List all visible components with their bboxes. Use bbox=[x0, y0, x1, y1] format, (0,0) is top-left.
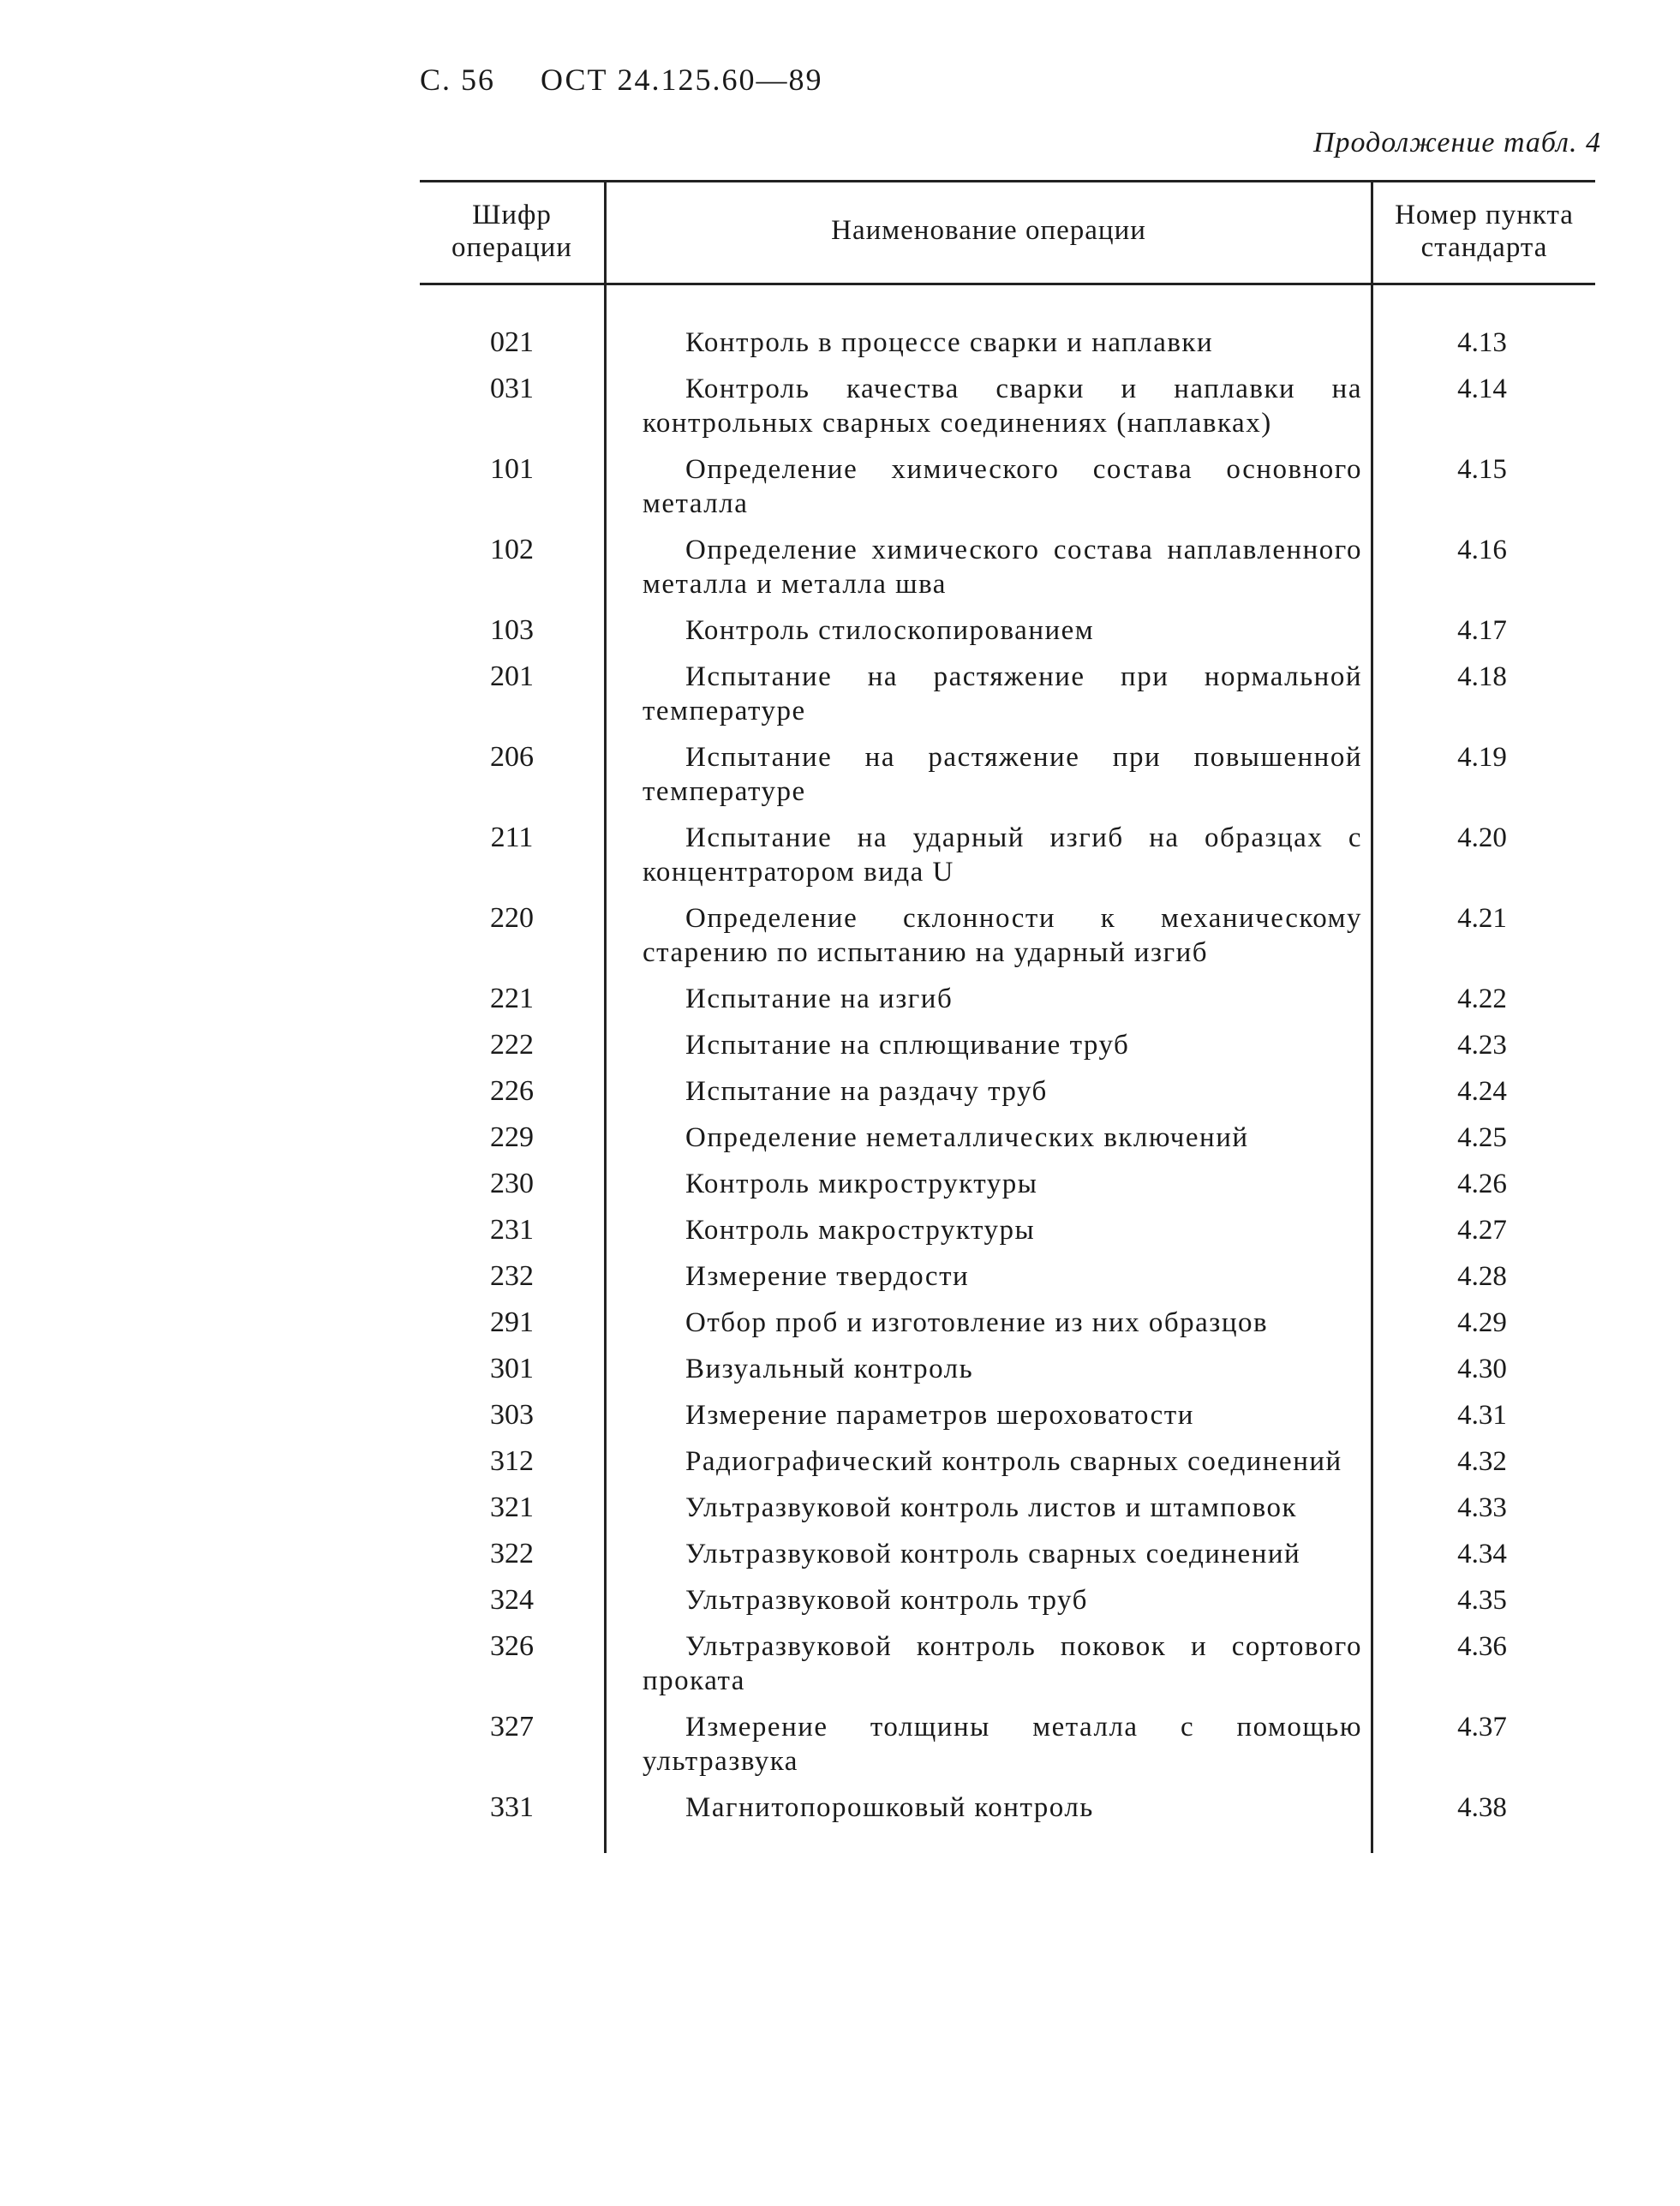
operation-code: 232 bbox=[490, 1260, 534, 1292]
table-row bbox=[420, 1444, 1595, 1479]
standard-clause: 4.33 bbox=[1457, 1492, 1507, 1523]
operation-code: 101 bbox=[490, 453, 534, 485]
standard-clause: 4.14 bbox=[1457, 374, 1507, 404]
table-row bbox=[420, 452, 1595, 521]
table-row bbox=[420, 372, 1595, 440]
table-row bbox=[420, 1074, 1595, 1109]
operation-code: 226 bbox=[490, 1075, 534, 1107]
operation-code: 327 bbox=[490, 1711, 534, 1743]
standard-clause: 4.34 bbox=[1457, 1539, 1507, 1569]
table-header-rule bbox=[420, 283, 1595, 285]
table-row bbox=[420, 1306, 1595, 1340]
operation-code: 229 bbox=[490, 1121, 534, 1153]
table-row bbox=[420, 1583, 1595, 1617]
standard-clause: 4.13 bbox=[1457, 327, 1507, 358]
standard-clause: 4.20 bbox=[1457, 822, 1507, 853]
operation-name: Радиографический контроль сварных соединений bbox=[685, 1446, 1342, 1477]
operation-name: Контроль макроструктуры bbox=[685, 1215, 1036, 1246]
document-code: ОСТ 24.125.60—89 bbox=[541, 63, 823, 97]
operation-name: Измерение параметров шероховатости bbox=[685, 1400, 1194, 1431]
operation-code: 312 bbox=[490, 1445, 534, 1477]
standard-clause: 4.25 bbox=[1457, 1122, 1507, 1153]
operation-code: 103 bbox=[490, 614, 534, 646]
table-row bbox=[420, 1491, 1595, 1525]
operation-name: Отбор проб и изготовление из них образцов bbox=[685, 1307, 1269, 1338]
operation-code: 291 bbox=[490, 1306, 534, 1338]
table-row bbox=[420, 1629, 1595, 1698]
table-row bbox=[420, 1710, 1595, 1779]
operation-name: Измерение твердости bbox=[685, 1261, 970, 1292]
table-row bbox=[420, 1352, 1595, 1386]
standard-clause: 4.24 bbox=[1457, 1076, 1507, 1107]
standard-clause: 4.26 bbox=[1457, 1169, 1507, 1199]
operation-name: Контроль качества сварки и наплавки на контрольных сварных соединениях (наплавках) bbox=[643, 374, 1362, 439]
page-number: С. 56 bbox=[420, 63, 496, 97]
column-header-clause: Номер пункта стандарта bbox=[1395, 200, 1574, 263]
operation-code: 031 bbox=[490, 373, 534, 404]
operation-code: 211 bbox=[490, 822, 534, 853]
operation-code: 220 bbox=[490, 902, 534, 934]
operation-name: Ультразвуковой контроль листов и штамповок bbox=[685, 1492, 1297, 1523]
operation-name: Визуальный контроль bbox=[685, 1354, 974, 1384]
standard-clause: 4.19 bbox=[1457, 742, 1507, 773]
operation-name: Определение неметаллических включений bbox=[685, 1122, 1249, 1153]
column-header-name: Наименование операции bbox=[831, 215, 1146, 246]
operation-name: Испытание на растяжение при повышенной температуре bbox=[643, 742, 1362, 807]
standard-clause: 4.18 bbox=[1457, 661, 1507, 692]
standard-clause: 4.35 bbox=[1457, 1585, 1507, 1616]
operation-name: Определение химического состава основного металла bbox=[643, 454, 1362, 519]
column-header-code: Шифр операции bbox=[451, 200, 572, 263]
standard-clause: 4.27 bbox=[1457, 1215, 1507, 1246]
standard-clause: 4.23 bbox=[1457, 1030, 1507, 1061]
operation-name: Испытание на раздачу труб bbox=[685, 1076, 1048, 1107]
standard-clause: 4.17 bbox=[1457, 615, 1507, 646]
operation-code: 102 bbox=[490, 534, 534, 565]
operation-code: 221 bbox=[490, 983, 534, 1014]
operation-name: Испытание на ударный изгиб на образцах с концентратором вида U bbox=[643, 822, 1362, 888]
table-row bbox=[420, 821, 1595, 889]
table-continuation-label: Продолжение табл. 4 bbox=[1312, 127, 1601, 158]
standard-clause: 4.36 bbox=[1457, 1631, 1507, 1662]
table-row bbox=[420, 1213, 1595, 1247]
operation-name: Испытание на сплющивание труб bbox=[685, 1030, 1130, 1061]
operation-code: 326 bbox=[490, 1630, 534, 1662]
standard-clause: 4.22 bbox=[1457, 983, 1507, 1014]
operation-name: Контроль в процессе сварки и наплавки bbox=[685, 327, 1214, 358]
operation-code: 206 bbox=[490, 741, 534, 773]
operation-code: 303 bbox=[490, 1399, 534, 1431]
table-row bbox=[420, 533, 1595, 601]
operation-name: Магнитопорошковый контроль bbox=[685, 1792, 1094, 1823]
operation-code: 324 bbox=[490, 1584, 534, 1616]
operation-name: Испытание на изгиб bbox=[685, 983, 954, 1014]
table-row bbox=[420, 1121, 1595, 1155]
operation-name: Измерение толщины металла с помощью ультразвука bbox=[643, 1712, 1362, 1777]
standard-clause: 4.29 bbox=[1457, 1307, 1507, 1338]
operation-name: Контроль стилоскопированием bbox=[685, 615, 1095, 646]
table-row bbox=[420, 1028, 1595, 1062]
operation-code: 331 bbox=[490, 1791, 534, 1823]
table-row bbox=[420, 982, 1595, 1016]
operation-code: 201 bbox=[490, 661, 534, 692]
table-row bbox=[420, 740, 1595, 809]
table-body bbox=[420, 326, 1595, 1837]
table-row bbox=[420, 901, 1595, 970]
table-row bbox=[420, 326, 1595, 360]
standard-clause: 4.16 bbox=[1457, 535, 1507, 565]
operation-code: 231 bbox=[490, 1214, 534, 1246]
table-row bbox=[420, 1167, 1595, 1201]
operation-name: Испытание на растяжение при нормальной температуре bbox=[643, 661, 1362, 726]
standard-clause: 4.31 bbox=[1457, 1400, 1507, 1431]
table-row bbox=[420, 1259, 1595, 1294]
operation-name: Ультразвуковой контроль труб bbox=[685, 1585, 1088, 1616]
table-row bbox=[420, 660, 1595, 728]
standard-clause: 4.21 bbox=[1457, 903, 1507, 934]
operation-name: Определение склонности к механическому старению по испытанию на ударный изгиб bbox=[643, 903, 1362, 968]
standard-clause: 4.32 bbox=[1457, 1446, 1507, 1477]
table-row bbox=[420, 1791, 1595, 1825]
operation-name: Определение химического состава наплавленного металла и металла шва bbox=[643, 535, 1362, 600]
standard-clause: 4.15 bbox=[1457, 454, 1507, 485]
operation-code: 301 bbox=[490, 1353, 534, 1384]
standard-clause: 4.30 bbox=[1457, 1354, 1507, 1384]
standard-clause: 4.28 bbox=[1457, 1261, 1507, 1292]
operation-code: 230 bbox=[490, 1168, 534, 1199]
table-row bbox=[420, 1537, 1595, 1571]
table-top-rule bbox=[420, 180, 1595, 182]
operation-name: Контроль микроструктуры bbox=[685, 1169, 1038, 1199]
operation-name: Ультразвуковой контроль поковок и сортового проката bbox=[643, 1631, 1362, 1696]
operation-code: 222 bbox=[490, 1029, 534, 1061]
operation-code: 021 bbox=[490, 326, 534, 358]
operation-name: Ультразвуковой контроль сварных соединений bbox=[685, 1539, 1301, 1569]
operation-code: 321 bbox=[490, 1492, 534, 1523]
page-header bbox=[420, 62, 822, 98]
table-row bbox=[420, 1398, 1595, 1432]
standard-clause: 4.37 bbox=[1457, 1712, 1507, 1743]
operation-code: 322 bbox=[490, 1538, 534, 1569]
table-row bbox=[420, 613, 1595, 648]
standard-clause: 4.38 bbox=[1457, 1792, 1507, 1823]
